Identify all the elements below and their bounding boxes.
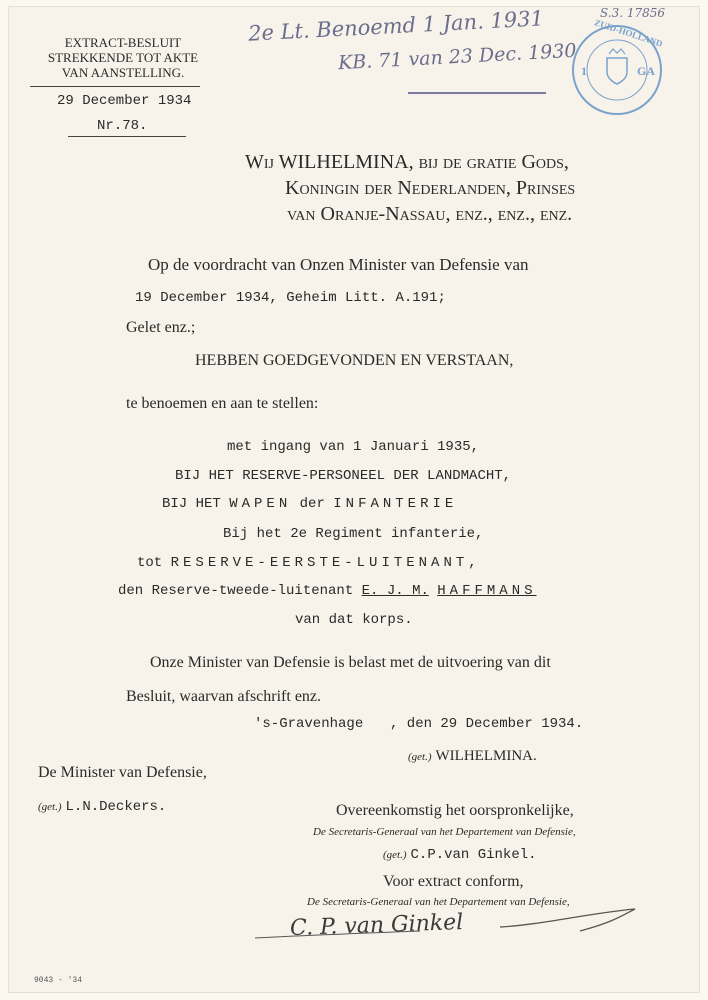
archive-number: S.3. 17856 bbox=[600, 6, 666, 20]
decree-date: 29 December 1934 bbox=[57, 93, 192, 109]
tot: tot bbox=[137, 555, 163, 571]
conform-signature bbox=[383, 845, 537, 863]
place: 's-Gravenhage bbox=[254, 716, 364, 732]
king-signature bbox=[408, 747, 537, 765]
margin-note-line1: 2e Lt. Benoemd 1 Jan. 1931 bbox=[247, 6, 545, 46]
margin-note-underline bbox=[408, 92, 546, 94]
voordracht: Op de voordracht van Onzen Minister van Defensie van bbox=[148, 255, 529, 274]
signature-text: C. P. van Ginkel bbox=[289, 909, 464, 942]
wapen-name: INFANTERIE bbox=[333, 496, 458, 512]
reserve-personeel: BIJ HET RESERVE-PERSONEEL DER LANDMACHT, bbox=[175, 468, 512, 484]
benoemen: te benoemen en aan te stellen: bbox=[126, 395, 319, 412]
king-signed-prefix: (get.) bbox=[408, 751, 432, 763]
initials: E. J. M. bbox=[361, 583, 429, 599]
voordracht-ref: 19 December 1934, Geheim Litt. A.191; bbox=[135, 290, 446, 306]
minister-name: L.N.Deckers. bbox=[65, 799, 167, 815]
preamble-line2: Koningin der Nederlanden, Prinses bbox=[285, 177, 576, 199]
stamp-right: GA bbox=[637, 64, 655, 78]
minister-clause-1: Onze Minister van Defensie is belast met de uitvoering van dit bbox=[150, 654, 551, 671]
place-date: , den 29 December 1934. bbox=[390, 716, 584, 732]
wapen-prefix: BIJ HET bbox=[162, 496, 221, 512]
wapen-line bbox=[162, 496, 457, 512]
wapen-der: der bbox=[299, 496, 325, 512]
header-line3: VAN AANSTELLING. bbox=[61, 65, 185, 80]
header-line1: EXTRACT-BESLUIT bbox=[64, 35, 182, 50]
stamp-left: 1 bbox=[581, 64, 587, 78]
name-line bbox=[118, 583, 537, 599]
korps: van dat korps. bbox=[295, 612, 413, 628]
conform-signed-name: C.P.van Ginkel. bbox=[410, 847, 537, 863]
preamble-line1: Wij WILHELMINA, bij de gratie Gods, bbox=[245, 151, 569, 173]
den-reserve: den Reserve-tweede-luitenant bbox=[118, 583, 354, 599]
minister-clause-2: Besluit, waarvan afschrift enz. bbox=[126, 688, 322, 705]
province-stamp bbox=[571, 17, 664, 116]
conform-signed-prefix: (get.) bbox=[383, 849, 407, 861]
header-rule-top bbox=[30, 86, 200, 87]
hebben-goedgevonden: HEBBEN GOEDGEVONDEN EN VERSTAAN, bbox=[195, 352, 514, 369]
minister-signature bbox=[38, 797, 166, 815]
gelet: Gelet enz.; bbox=[126, 319, 196, 336]
stamp-text: ZUID-HOLLAND bbox=[593, 17, 664, 49]
form-code: 9043 - '34 bbox=[34, 976, 83, 985]
minister-title: De Minister van Defensie, bbox=[38, 764, 207, 781]
margin-note-line2: KB. 71 van 23 Dec. 1930 bbox=[337, 39, 577, 75]
preamble-line3: van Oranje-Nassau, enz., enz., enz. bbox=[287, 203, 573, 225]
minister-signed-prefix: (get.) bbox=[38, 801, 62, 813]
extract-conform: Voor extract conform, bbox=[383, 873, 524, 890]
header-title bbox=[38, 35, 208, 80]
header-line2: STREKKENDE TOT AKTE bbox=[47, 50, 199, 65]
header-rule-bottom bbox=[68, 136, 186, 137]
extract-secretary: De Secretaris-Generaal van het Departement van Defensie, bbox=[307, 896, 570, 908]
king-signed-name: WILHELMINA. bbox=[435, 748, 537, 764]
wapen-word: WAPEN bbox=[229, 496, 292, 512]
ingang: met ingang van 1 Januari 1935, bbox=[227, 439, 480, 455]
regiment: Bij het 2e Regiment infanterie, bbox=[223, 526, 484, 542]
conform-line: Overeenkomstig het oorspronkelijke, bbox=[336, 802, 574, 819]
handwritten-signature bbox=[250, 905, 640, 945]
surname: HAFFMANS bbox=[437, 583, 537, 599]
conform-secretary: De Secretaris-Generaal van het Departement van Defensie, bbox=[313, 826, 576, 838]
rank: RESERVE-EERSTE-LUITENANT, bbox=[170, 555, 481, 571]
decree-number: Nr.78. bbox=[97, 118, 148, 134]
rank-line bbox=[137, 555, 481, 571]
